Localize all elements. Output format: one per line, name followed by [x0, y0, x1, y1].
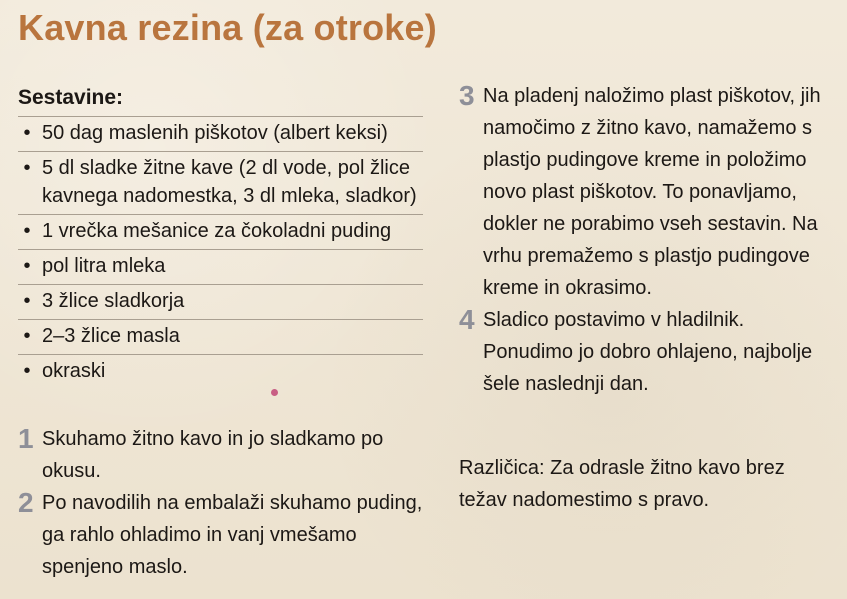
step-number: 4: [459, 304, 475, 335]
left-column: [18, 84, 423, 583]
step-number: 1: [18, 423, 34, 454]
ingredient-item: [18, 116, 423, 151]
ingredients-heading: Sestavine:: [18, 86, 124, 109]
variant-text: Različica: Za odrasle žitno kavo brez težav nadomestimo s pravo.: [459, 457, 785, 511]
ingredient-item: [18, 214, 423, 249]
step-number: 3: [459, 80, 475, 111]
ingredient-item: [18, 151, 423, 214]
ingredient-text: okraski: [42, 360, 106, 382]
step-text: Na pladenj naložimo plast piškotov, jih namočimo z žitno kavo, namažemo s plastjo pudingove kreme in položimo novo plast piškotov. To ponavljamo, dokler ne porabimo vseh sestavin. Na vrhu premažemo s plastjo pudingove kreme in okrasimo.: [483, 85, 821, 299]
step-text: Po navodilih na embalaži skuhamo puding, ga rahlo ohladimo in vanj vmešamo spenjeno maslo.: [42, 492, 423, 578]
bullet-icon: •: [23, 255, 31, 277]
bullet-icon: •: [23, 360, 31, 382]
ingredient-item: [18, 354, 423, 389]
step-2: [18, 487, 423, 583]
ingredient-text: 3 žlice sladkorja: [42, 290, 185, 312]
bullet-icon: •: [23, 325, 31, 347]
ingredients-list: [18, 116, 423, 389]
step-4: [459, 304, 827, 400]
variant-note: [459, 452, 831, 516]
step-text: Sladico postavimo v hladilnik. Ponudimo jo dobro ohlajeno, najbolje šele naslednji dan.: [483, 309, 813, 395]
ingredient-text: 50 dag maslenih piškotov (albert keksi): [42, 122, 388, 144]
step-number: 2: [18, 487, 34, 518]
bullet-icon: •: [23, 290, 31, 312]
bullet-icon: •: [23, 157, 31, 179]
bullet-icon: •: [23, 220, 31, 242]
pink-dot-icon: [271, 389, 278, 396]
ingredient-text: 1 vrečka mešanice za čokoladni puding: [42, 220, 392, 242]
recipe-title: Kavna rezina (za otroke): [18, 7, 437, 48]
bullet-icon: •: [23, 122, 31, 144]
ingredient-item: [18, 284, 423, 319]
step-3: [459, 80, 827, 304]
ingredient-text: 2–3 žlice masla: [42, 325, 180, 347]
ingredient-item: [18, 249, 423, 284]
left-steps: [18, 423, 423, 583]
right-column: [459, 80, 827, 400]
step-text: Skuhamo žitno kavo in jo sladkamo po okusu.: [42, 428, 384, 482]
step-1: [18, 423, 423, 487]
ingredient-text: pol litra mleka: [42, 255, 166, 277]
ingredient-text: 5 dl sladke žitne kave (2 dl vode, pol žlice kavnega nadomestka, 3 dl mleka, sladkor): [42, 157, 417, 207]
ingredient-item: [18, 319, 423, 354]
